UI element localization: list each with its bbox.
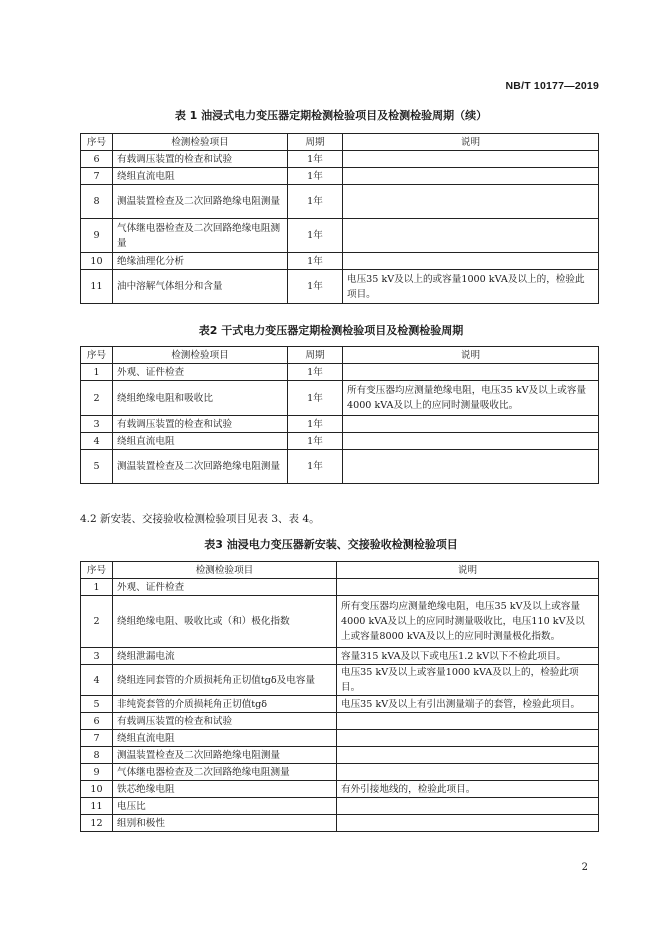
row-item: 有载调压装置的检查和试验	[113, 151, 288, 168]
row-index: 4	[81, 665, 113, 696]
row-index: 5	[81, 696, 113, 713]
row-item: 气体继电器检查及二次回路绝缘电阻测量	[113, 219, 288, 253]
table-row	[81, 219, 599, 253]
row-note: 容量315 kVA及以下或电压1.2 kV以下不检此项目。	[337, 648, 599, 665]
row-note: 所有变压器均应测量绝缘电阻，电压35 kV及以上或容量4000 kVA及以上的应同时测量吸收比，电压110 kV及以上或容量8000 kVA及以上的应同时测量极化指数。	[337, 596, 599, 648]
table-row	[81, 416, 599, 433]
table-header-row	[81, 562, 599, 579]
row-period: 1年	[288, 185, 343, 219]
row-item: 电压比	[113, 798, 337, 815]
row-item: 铁芯绝缘电阻	[113, 781, 337, 798]
row-item: 外观、证件检查	[113, 579, 337, 596]
row-item: 有载调压装置的检查和试验	[113, 416, 288, 433]
table-row	[81, 815, 599, 832]
row-note: 电压35 kV及以上的或容量1000 kVA及以上的，检验此项目。	[343, 270, 599, 304]
row-index: 12	[81, 815, 113, 832]
row-note	[343, 185, 599, 219]
row-note	[337, 713, 599, 730]
col-header-note: 说明	[337, 562, 599, 579]
row-period: 1年	[288, 168, 343, 185]
col-header-item: 检测检验项目	[113, 347, 288, 364]
table-row	[81, 798, 599, 815]
col-header-period: 周期	[288, 347, 343, 364]
col-header-index: 序号	[81, 134, 113, 151]
row-index: 8	[81, 185, 113, 219]
row-period: 1年	[288, 253, 343, 270]
row-item: 绕组直流电阻	[113, 433, 288, 450]
table-row	[81, 433, 599, 450]
col-header-item: 检测检验项目	[113, 562, 337, 579]
row-period: 1年	[288, 364, 343, 381]
row-period: 1年	[288, 381, 343, 416]
row-index: 2	[81, 596, 113, 648]
row-index: 4	[81, 433, 113, 450]
row-item: 绕组直流电阻	[113, 168, 288, 185]
row-index: 10	[81, 253, 113, 270]
row-note	[343, 168, 599, 185]
row-item: 绕组绝缘电阻、吸收比或（和）极化指数	[113, 596, 337, 648]
row-item: 油中溶解气体组分和含量	[113, 270, 288, 304]
table-header-row	[81, 347, 599, 364]
row-index: 9	[81, 764, 113, 781]
table-row	[81, 151, 599, 168]
row-item: 组别和极性	[113, 815, 337, 832]
table-row	[81, 270, 599, 304]
page-number: 2	[581, 862, 588, 873]
table3	[80, 561, 599, 832]
row-period: 1年	[288, 270, 343, 304]
row-note	[337, 798, 599, 815]
row-index: 10	[81, 781, 113, 798]
row-note: 电压35 kV及以上有引出测量端子的套管，检验此项目。	[337, 696, 599, 713]
row-note	[337, 579, 599, 596]
table1	[80, 133, 599, 304]
table-header-row	[81, 134, 599, 151]
standard-number: NB/T 10177—2019	[505, 80, 599, 92]
row-index: 2	[81, 381, 113, 416]
col-header-index: 序号	[81, 562, 113, 579]
table1-caption: 表 1 油浸式电力变压器定期检测检验项目及检测检验周期（续）	[174, 109, 488, 122]
row-note	[343, 151, 599, 168]
row-note	[337, 730, 599, 747]
table-row	[81, 781, 599, 798]
table-row	[81, 579, 599, 596]
row-item: 测温装置检查及二次回路绝缘电阻测量	[113, 450, 288, 484]
table2	[80, 346, 599, 484]
table-row	[81, 648, 599, 665]
row-index: 6	[81, 713, 113, 730]
row-index: 11	[81, 798, 113, 815]
row-item: 外观、证件检查	[113, 364, 288, 381]
table-row	[81, 713, 599, 730]
col-header-item: 检测检验项目	[113, 134, 288, 151]
row-item: 绝缘油理化分析	[113, 253, 288, 270]
row-note: 有外引接地线的，检验此项目。	[337, 781, 599, 798]
table-row	[81, 730, 599, 747]
table-row	[81, 185, 599, 219]
row-index: 6	[81, 151, 113, 168]
row-note	[343, 450, 599, 484]
col-header-index: 序号	[81, 347, 113, 364]
table3-caption: 表3 油浸电力变压器新安装、交接验收检测检验项目	[204, 538, 458, 551]
row-period: 1年	[288, 151, 343, 168]
row-period: 1年	[288, 433, 343, 450]
row-index: 9	[81, 219, 113, 253]
table-row	[81, 596, 599, 648]
row-index: 1	[81, 364, 113, 381]
row-period: 1年	[288, 219, 343, 253]
table-row	[81, 381, 599, 416]
row-index: 7	[81, 730, 113, 747]
table-row	[81, 747, 599, 764]
row-note	[343, 416, 599, 433]
row-item: 绕组直流电阻	[113, 730, 337, 747]
row-note	[337, 747, 599, 764]
table-row	[81, 364, 599, 381]
row-item: 绕组泄漏电流	[113, 648, 337, 665]
table-row	[81, 665, 599, 696]
row-index: 8	[81, 747, 113, 764]
row-item: 绕组绝缘电阻和吸收比	[113, 381, 288, 416]
row-note	[337, 815, 599, 832]
row-period: 1年	[288, 416, 343, 433]
row-note	[343, 253, 599, 270]
table-row	[81, 450, 599, 484]
row-item: 绕组连同套管的介质损耗角正切值tgδ及电容量	[113, 665, 337, 696]
row-item: 测温装置检查及二次回路绝缘电阻测量	[113, 185, 288, 219]
section-4-2-text: 4.2 新安装、交接验收检测检验项目见表 3、表 4。	[80, 513, 320, 525]
row-note: 电压35 kV及以上或容量1000 kVA及以上的，检验此项目。	[337, 665, 599, 696]
row-item: 有载调压装置的检查和试验	[113, 713, 337, 730]
row-item: 测温装置检查及二次回路绝缘电阻测量	[113, 747, 337, 764]
row-note: 所有变压器均应测量绝缘电阻，电压35 kV及以上或容量4000 kVA及以上的应同时测量吸收比。	[343, 381, 599, 416]
table2-caption: 表2 干式电力变压器定期检测检验项目及检测检验周期	[198, 324, 464, 337]
table-row	[81, 764, 599, 781]
table-row	[81, 168, 599, 185]
row-item: 非纯瓷套管的介质损耗角正切值tgδ	[113, 696, 337, 713]
row-index: 7	[81, 168, 113, 185]
row-period: 1年	[288, 450, 343, 484]
col-header-note: 说明	[343, 134, 599, 151]
row-index: 1	[81, 579, 113, 596]
row-note	[343, 433, 599, 450]
row-index: 3	[81, 416, 113, 433]
row-note	[343, 219, 599, 253]
col-header-period: 周期	[288, 134, 343, 151]
row-index: 3	[81, 648, 113, 665]
row-item: 气体继电器检查及二次回路绝缘电阻测量	[113, 764, 337, 781]
table-row	[81, 696, 599, 713]
row-note	[337, 764, 599, 781]
row-index: 5	[81, 450, 113, 484]
col-header-note: 说明	[343, 347, 599, 364]
table-row	[81, 253, 599, 270]
row-index: 11	[81, 270, 113, 304]
row-note	[343, 364, 599, 381]
